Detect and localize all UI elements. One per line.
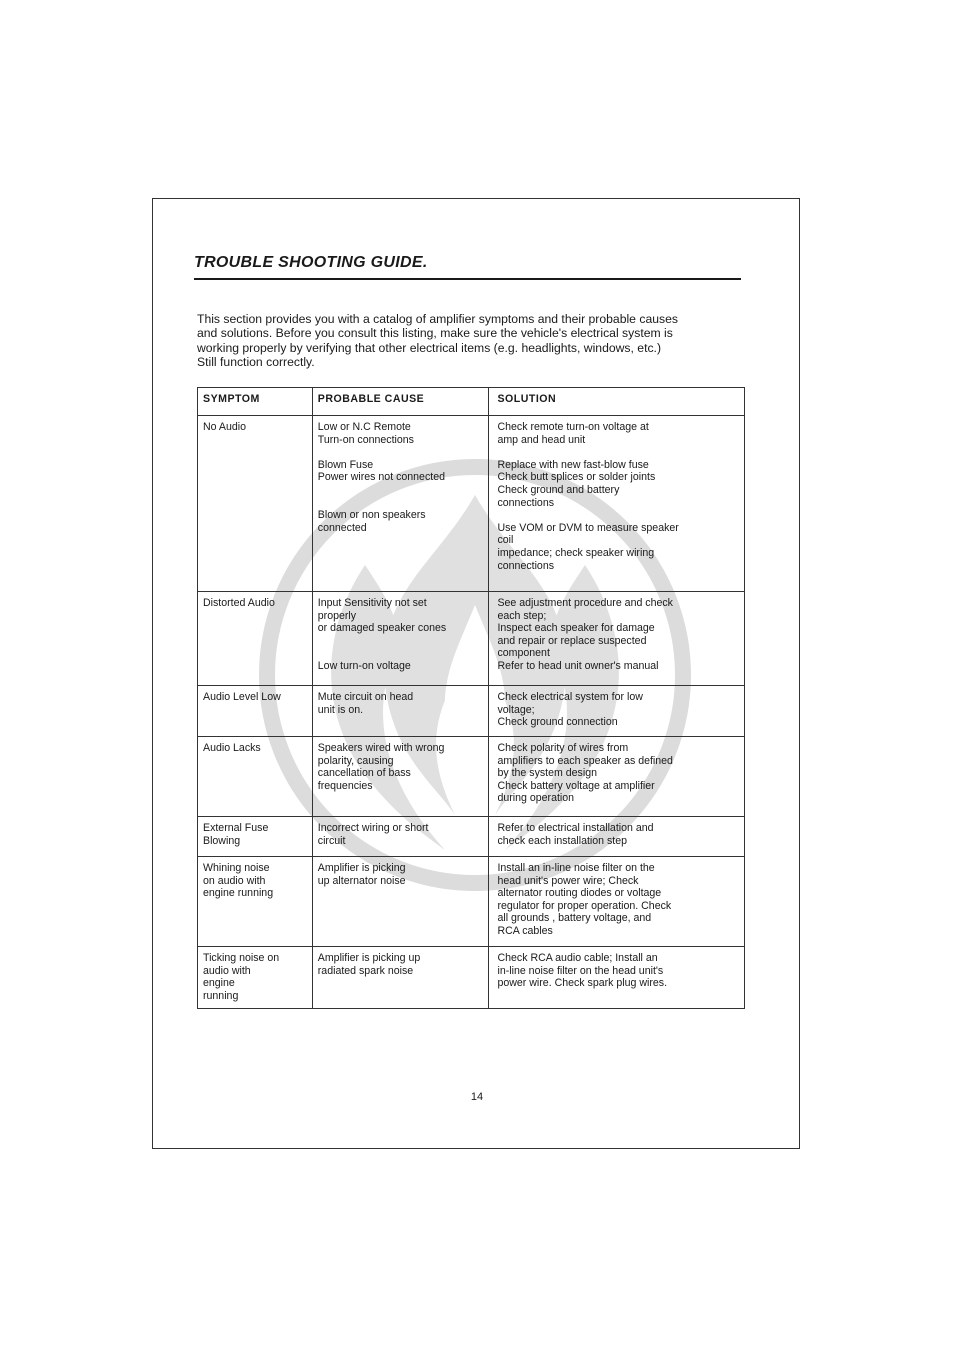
cell-line: Check ground connection bbox=[497, 716, 618, 729]
solution-cell bbox=[489, 857, 745, 947]
cell-line: Amplifier is picking bbox=[317, 862, 406, 874]
cell-line: Use VOM or DVM to measure speaker bbox=[497, 521, 679, 534]
solution-cell bbox=[489, 592, 745, 686]
cell-line: Check butt splices or solder joints bbox=[497, 471, 656, 484]
cell-line: Blown or non speakers bbox=[317, 509, 426, 522]
table-row bbox=[198, 817, 745, 857]
cell-line: Refer to head unit owner's manual bbox=[497, 659, 659, 672]
page-number: 14 bbox=[470, 1091, 484, 1103]
cell-line: Install an in-line noise filter on the bbox=[497, 862, 655, 874]
symptom-cell bbox=[198, 817, 313, 857]
cell-line: alternator routing diodes or voltage bbox=[497, 887, 662, 900]
cell-line: Distorted Audio bbox=[203, 597, 275, 609]
cell-line: Speakers wired with wrong bbox=[317, 742, 445, 754]
cell-line: coil bbox=[497, 534, 514, 547]
line-spacer bbox=[318, 484, 484, 497]
cell-line: frequencies bbox=[317, 779, 373, 792]
title-underline bbox=[194, 278, 741, 280]
cell-line: connected bbox=[317, 521, 367, 534]
cell-line: each step; bbox=[497, 609, 547, 622]
cell-line: Mute circuit on head bbox=[317, 691, 414, 703]
cause-cell bbox=[312, 592, 489, 686]
cell-line: audio with bbox=[203, 964, 251, 977]
solution-cell bbox=[489, 947, 745, 1009]
cell-line: Whining noise bbox=[203, 862, 270, 874]
cell-line: amplifiers to each speaker as defined bbox=[497, 754, 673, 767]
table-row bbox=[198, 857, 745, 947]
cell-line: amp and head unit bbox=[497, 433, 586, 446]
cell-line: connections bbox=[497, 559, 555, 572]
solution-cell bbox=[489, 817, 745, 857]
table-row bbox=[198, 737, 745, 817]
cell-line: Amplifier is picking up bbox=[317, 952, 421, 964]
cause-cell bbox=[312, 857, 489, 947]
symptom-cell bbox=[198, 686, 313, 737]
cell-line: Incorrect wiring or short bbox=[317, 822, 429, 834]
symptom-cell bbox=[198, 416, 313, 592]
intro-paragraph bbox=[197, 312, 752, 370]
line-spacer bbox=[318, 446, 484, 459]
cell-line: Input Sensitivity not set bbox=[317, 597, 427, 609]
cell-line: circuit bbox=[317, 834, 346, 847]
header-symptom: SYMPTOM bbox=[198, 388, 313, 416]
cell-line: component bbox=[497, 647, 550, 660]
cell-line: Ticking noise on bbox=[203, 952, 280, 964]
cell-line: in-line noise filter on the head unit's bbox=[497, 964, 664, 977]
cell-line: Check RCA audio cable; Install an bbox=[497, 952, 658, 964]
intro-line: Still function correctly. bbox=[197, 355, 315, 370]
symptom-cell bbox=[198, 737, 313, 817]
cell-line: Refer to electrical installation and bbox=[497, 822, 654, 834]
line-spacer bbox=[497, 509, 739, 522]
cell-line: engine bbox=[203, 977, 235, 990]
cell-line: all grounds , battery voltage, and bbox=[497, 912, 652, 925]
cell-line: Check polarity of wires from bbox=[497, 742, 629, 754]
line-spacer bbox=[318, 647, 484, 660]
cause-cell bbox=[312, 737, 489, 817]
cell-line: Check electrical system for low bbox=[497, 691, 643, 703]
cell-line: regulator for proper operation. Check bbox=[497, 899, 672, 912]
cell-line: up alternator noise bbox=[317, 874, 406, 887]
cell-line: Audio Level Low bbox=[203, 691, 281, 703]
cell-line: Inspect each speaker for damage bbox=[497, 622, 655, 635]
intro-line: This section provides you with a catalog of amplifier symptoms and their probable causes bbox=[197, 312, 678, 326]
line-spacer bbox=[318, 497, 484, 510]
cell-line: cancellation of bass bbox=[317, 767, 411, 780]
table-row bbox=[198, 686, 745, 737]
cell-line: on audio with bbox=[203, 874, 266, 887]
cell-line: Power wires not connected bbox=[317, 471, 445, 484]
cell-line: Blowing bbox=[203, 834, 241, 847]
solution-cell bbox=[489, 416, 745, 592]
symptom-cell bbox=[198, 857, 313, 947]
cell-line: RCA cables bbox=[497, 924, 553, 937]
table-header-row bbox=[198, 388, 745, 416]
table-row bbox=[198, 416, 745, 592]
cell-line: unit is on. bbox=[317, 703, 364, 716]
cause-cell bbox=[312, 817, 489, 857]
cell-line: Low turn-on voltage bbox=[317, 659, 411, 672]
cause-cell bbox=[312, 416, 489, 592]
cause-cell bbox=[312, 947, 489, 1009]
page-title: TROUBLE SHOOTING GUIDE. bbox=[194, 254, 428, 271]
symptom-cell bbox=[198, 592, 313, 686]
cell-line: Audio Lacks bbox=[203, 742, 261, 754]
header-probable-cause: PROBABLE CAUSE bbox=[312, 388, 489, 416]
line-spacer bbox=[497, 446, 739, 459]
cause-cell bbox=[312, 686, 489, 737]
cell-line: Replace with new fast-blow fuse bbox=[497, 458, 649, 471]
cell-line: check each installation step bbox=[497, 834, 628, 847]
intro-line: working properly by verifying that other electrical items (e.g. headlights, windows, etc.) bbox=[197, 340, 662, 355]
cell-line: voltage; bbox=[497, 703, 535, 716]
cell-line: connections bbox=[497, 496, 555, 509]
header-solution: SOLUTION bbox=[489, 388, 745, 416]
cell-line: Low or N.C Remote bbox=[317, 421, 411, 433]
cell-line: power wire. Check spark plug wires. bbox=[497, 977, 668, 990]
solution-cell bbox=[489, 686, 745, 737]
symptom-cell bbox=[198, 947, 313, 1009]
table-row bbox=[198, 592, 745, 686]
table-row bbox=[198, 947, 745, 1009]
cell-line: polarity, causing bbox=[317, 754, 394, 767]
line-spacer bbox=[318, 635, 484, 648]
cell-line: Check remote turn-on voltage at bbox=[497, 421, 649, 433]
cell-line: Check ground and battery bbox=[497, 483, 620, 496]
cell-line: during operation bbox=[497, 792, 575, 805]
cell-line: properly bbox=[317, 609, 357, 622]
cell-line: or damaged speaker cones bbox=[317, 622, 447, 635]
cell-line: impedance; check speaker wiring bbox=[497, 546, 655, 559]
solution-cell bbox=[489, 737, 745, 817]
intro-line: and solutions. Before you consult this listing, make sure the vehicle's electrical system is bbox=[197, 326, 673, 341]
cell-line: head unit's power wire; Check bbox=[497, 874, 639, 887]
cell-line: See adjustment procedure and check bbox=[497, 597, 673, 609]
cell-line: Turn-on connections bbox=[317, 433, 414, 446]
cell-line: by the system design bbox=[497, 767, 597, 780]
cell-line: running bbox=[203, 989, 239, 1002]
cell-line: Check battery voltage at amplifier bbox=[497, 779, 655, 792]
cell-line: and repair or replace suspected bbox=[497, 634, 647, 647]
cell-line: engine running bbox=[203, 887, 274, 900]
cell-line: External Fuse bbox=[203, 822, 269, 834]
cell-line: No Audio bbox=[203, 421, 246, 433]
troubleshooting-table bbox=[197, 387, 745, 1009]
cell-line: Blown Fuse bbox=[317, 458, 374, 471]
cell-line: radiated spark noise bbox=[317, 964, 414, 977]
